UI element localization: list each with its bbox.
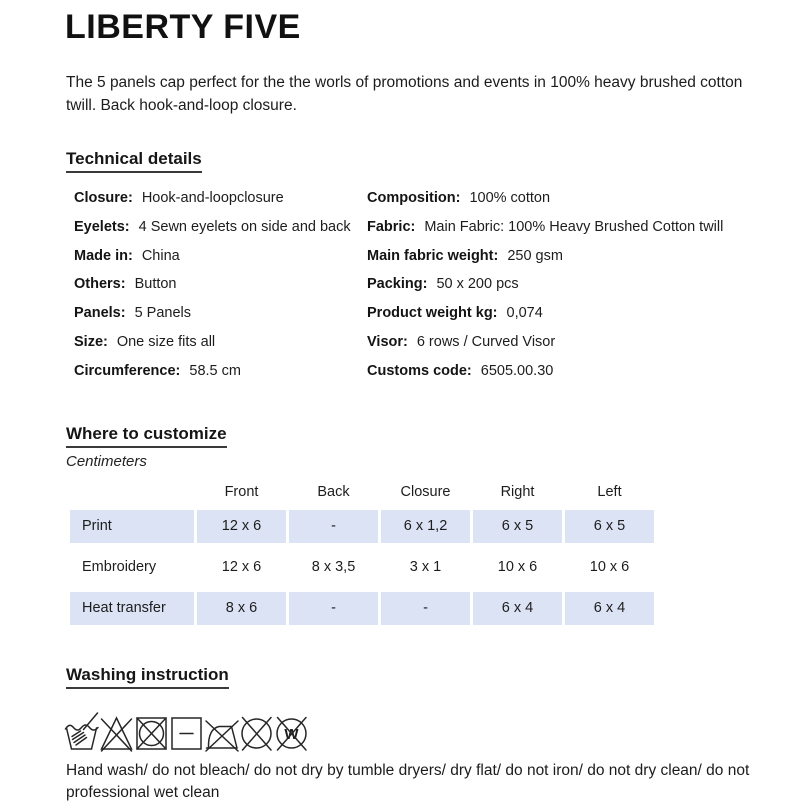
spec-value: 5 Panels [134, 305, 192, 322]
do-not-tumble-dry-icon [134, 708, 169, 754]
technical-details-right-column [367, 184, 752, 386]
table-cell: - [289, 592, 378, 625]
do-not-dry-clean-icon [239, 708, 274, 754]
unit-note: Centimeters [66, 453, 147, 470]
table-row-print [70, 510, 654, 543]
where-to-customize-heading: Where to customize [66, 424, 227, 448]
do-not-iron-icon [204, 708, 239, 754]
do-not-wet-clean-icon [274, 708, 309, 754]
spec-value: Button [134, 276, 177, 293]
table-row-embroidery [70, 551, 654, 584]
spec-value: 0,074 [506, 305, 543, 322]
spec-label: Visor: [367, 333, 408, 350]
spec-row-packing [367, 270, 752, 299]
table-cell: 6 x 4 [565, 592, 654, 625]
table-cell: - [289, 510, 378, 543]
svg-text:W: W [284, 726, 299, 743]
column-header-left: Left [597, 484, 622, 500]
spec-label: Size: [74, 333, 108, 350]
column-header-back: Back [317, 484, 350, 500]
row-label: Heat transfer [70, 592, 194, 625]
table-cell: 6 x 5 [473, 510, 562, 543]
spec-row-closure [74, 184, 369, 213]
spec-row-others [74, 270, 369, 299]
spec-row-panels [74, 299, 369, 328]
spec-row-visor [367, 328, 752, 357]
spec-value: One size fits all [116, 333, 216, 350]
spec-label: Fabric: [367, 218, 416, 235]
column-header-right: Right [500, 484, 535, 500]
do-not-bleach-icon [99, 708, 134, 754]
spec-label: Closure: [74, 190, 133, 206]
page-title: LIBERTY FIVE [65, 8, 301, 46]
spec-value: 100% cotton [469, 190, 551, 206]
spec-label: Composition: [367, 190, 461, 206]
spec-value: 58.5 cm [189, 362, 241, 379]
spec-value: China [141, 247, 180, 264]
table-cell: 10 x 6 [589, 559, 630, 575]
spec-label: Others: [74, 276, 126, 293]
table-cell: 6 x 4 [473, 592, 562, 625]
spec-value: 50 x 200 pcs [436, 276, 519, 293]
spec-row-composition [367, 184, 752, 213]
column-header-front: Front [224, 484, 259, 500]
spec-row-product-weight [367, 299, 752, 328]
product-description: The 5 panels cap perfect for the the worls of promotions and events in 100% heavy brushed cotton twill. Back hook-and-loop closure. [66, 74, 743, 114]
washing-instruction-heading: Washing instruction [66, 665, 229, 689]
table-cell: 6 x 1,2 [381, 510, 470, 543]
spec-value: 6 rows / Curved Visor [416, 333, 556, 350]
row-label: Embroidery [82, 559, 157, 575]
spec-value: 6505.00.30 [480, 362, 554, 379]
spec-value: Hook-and-loopclosure [141, 190, 284, 206]
dry-flat-icon [169, 708, 204, 754]
customize-table [70, 481, 654, 633]
spec-row-eyelets [74, 213, 369, 242]
table-cell: 6 x 5 [565, 510, 654, 543]
washing-caption: Hand wash/ do not bleach/ do not dry by tumble dryers/ dry flat/ do not iron/ do not dry clean/ do not professional wet clean [66, 762, 750, 801]
table-cell: - [381, 592, 470, 625]
spec-label: Product weight kg: [367, 305, 498, 322]
spec-row-main-fabric-weight [367, 242, 752, 271]
spec-row-size [74, 328, 369, 357]
table-cell: 8 x 3,5 [311, 559, 356, 575]
table-cell: 3 x 1 [409, 559, 442, 575]
spec-label: Eyelets: [74, 218, 130, 235]
spec-row-fabric [367, 213, 752, 242]
table-row-heat-transfer [70, 592, 654, 625]
spec-row-made-in [74, 242, 369, 271]
spec-label: Panels: [74, 305, 126, 322]
spec-row-circumference [74, 357, 369, 386]
spec-value: Main Fabric: 100% Heavy Brushed Cotton twill [424, 218, 724, 235]
spec-label: Made in: [74, 247, 133, 264]
technical-details-left-column [74, 184, 369, 386]
technical-details-heading: Technical details [66, 149, 202, 173]
column-header-closure: Closure [400, 484, 451, 500]
table-cell: 8 x 6 [197, 592, 286, 625]
spec-label: Packing: [367, 276, 428, 293]
spec-label: Circumference: [74, 362, 181, 379]
row-label: Print [70, 510, 194, 543]
spec-value: 4 Sewn eyelets on side and back [138, 218, 351, 235]
spec-label: Customs code: [367, 362, 472, 379]
column-header-empty [70, 481, 194, 503]
care-symbols-row [64, 708, 309, 754]
table-cell: 10 x 6 [497, 559, 538, 575]
table-cell: 12 x 6 [197, 510, 286, 543]
hand-wash-icon [64, 708, 99, 754]
spec-row-customs-code [367, 357, 752, 386]
customize-table-header [70, 481, 654, 503]
spec-label: Main fabric weight: [367, 247, 499, 264]
spec-value: 250 gsm [507, 247, 563, 264]
table-cell: 12 x 6 [221, 559, 262, 575]
